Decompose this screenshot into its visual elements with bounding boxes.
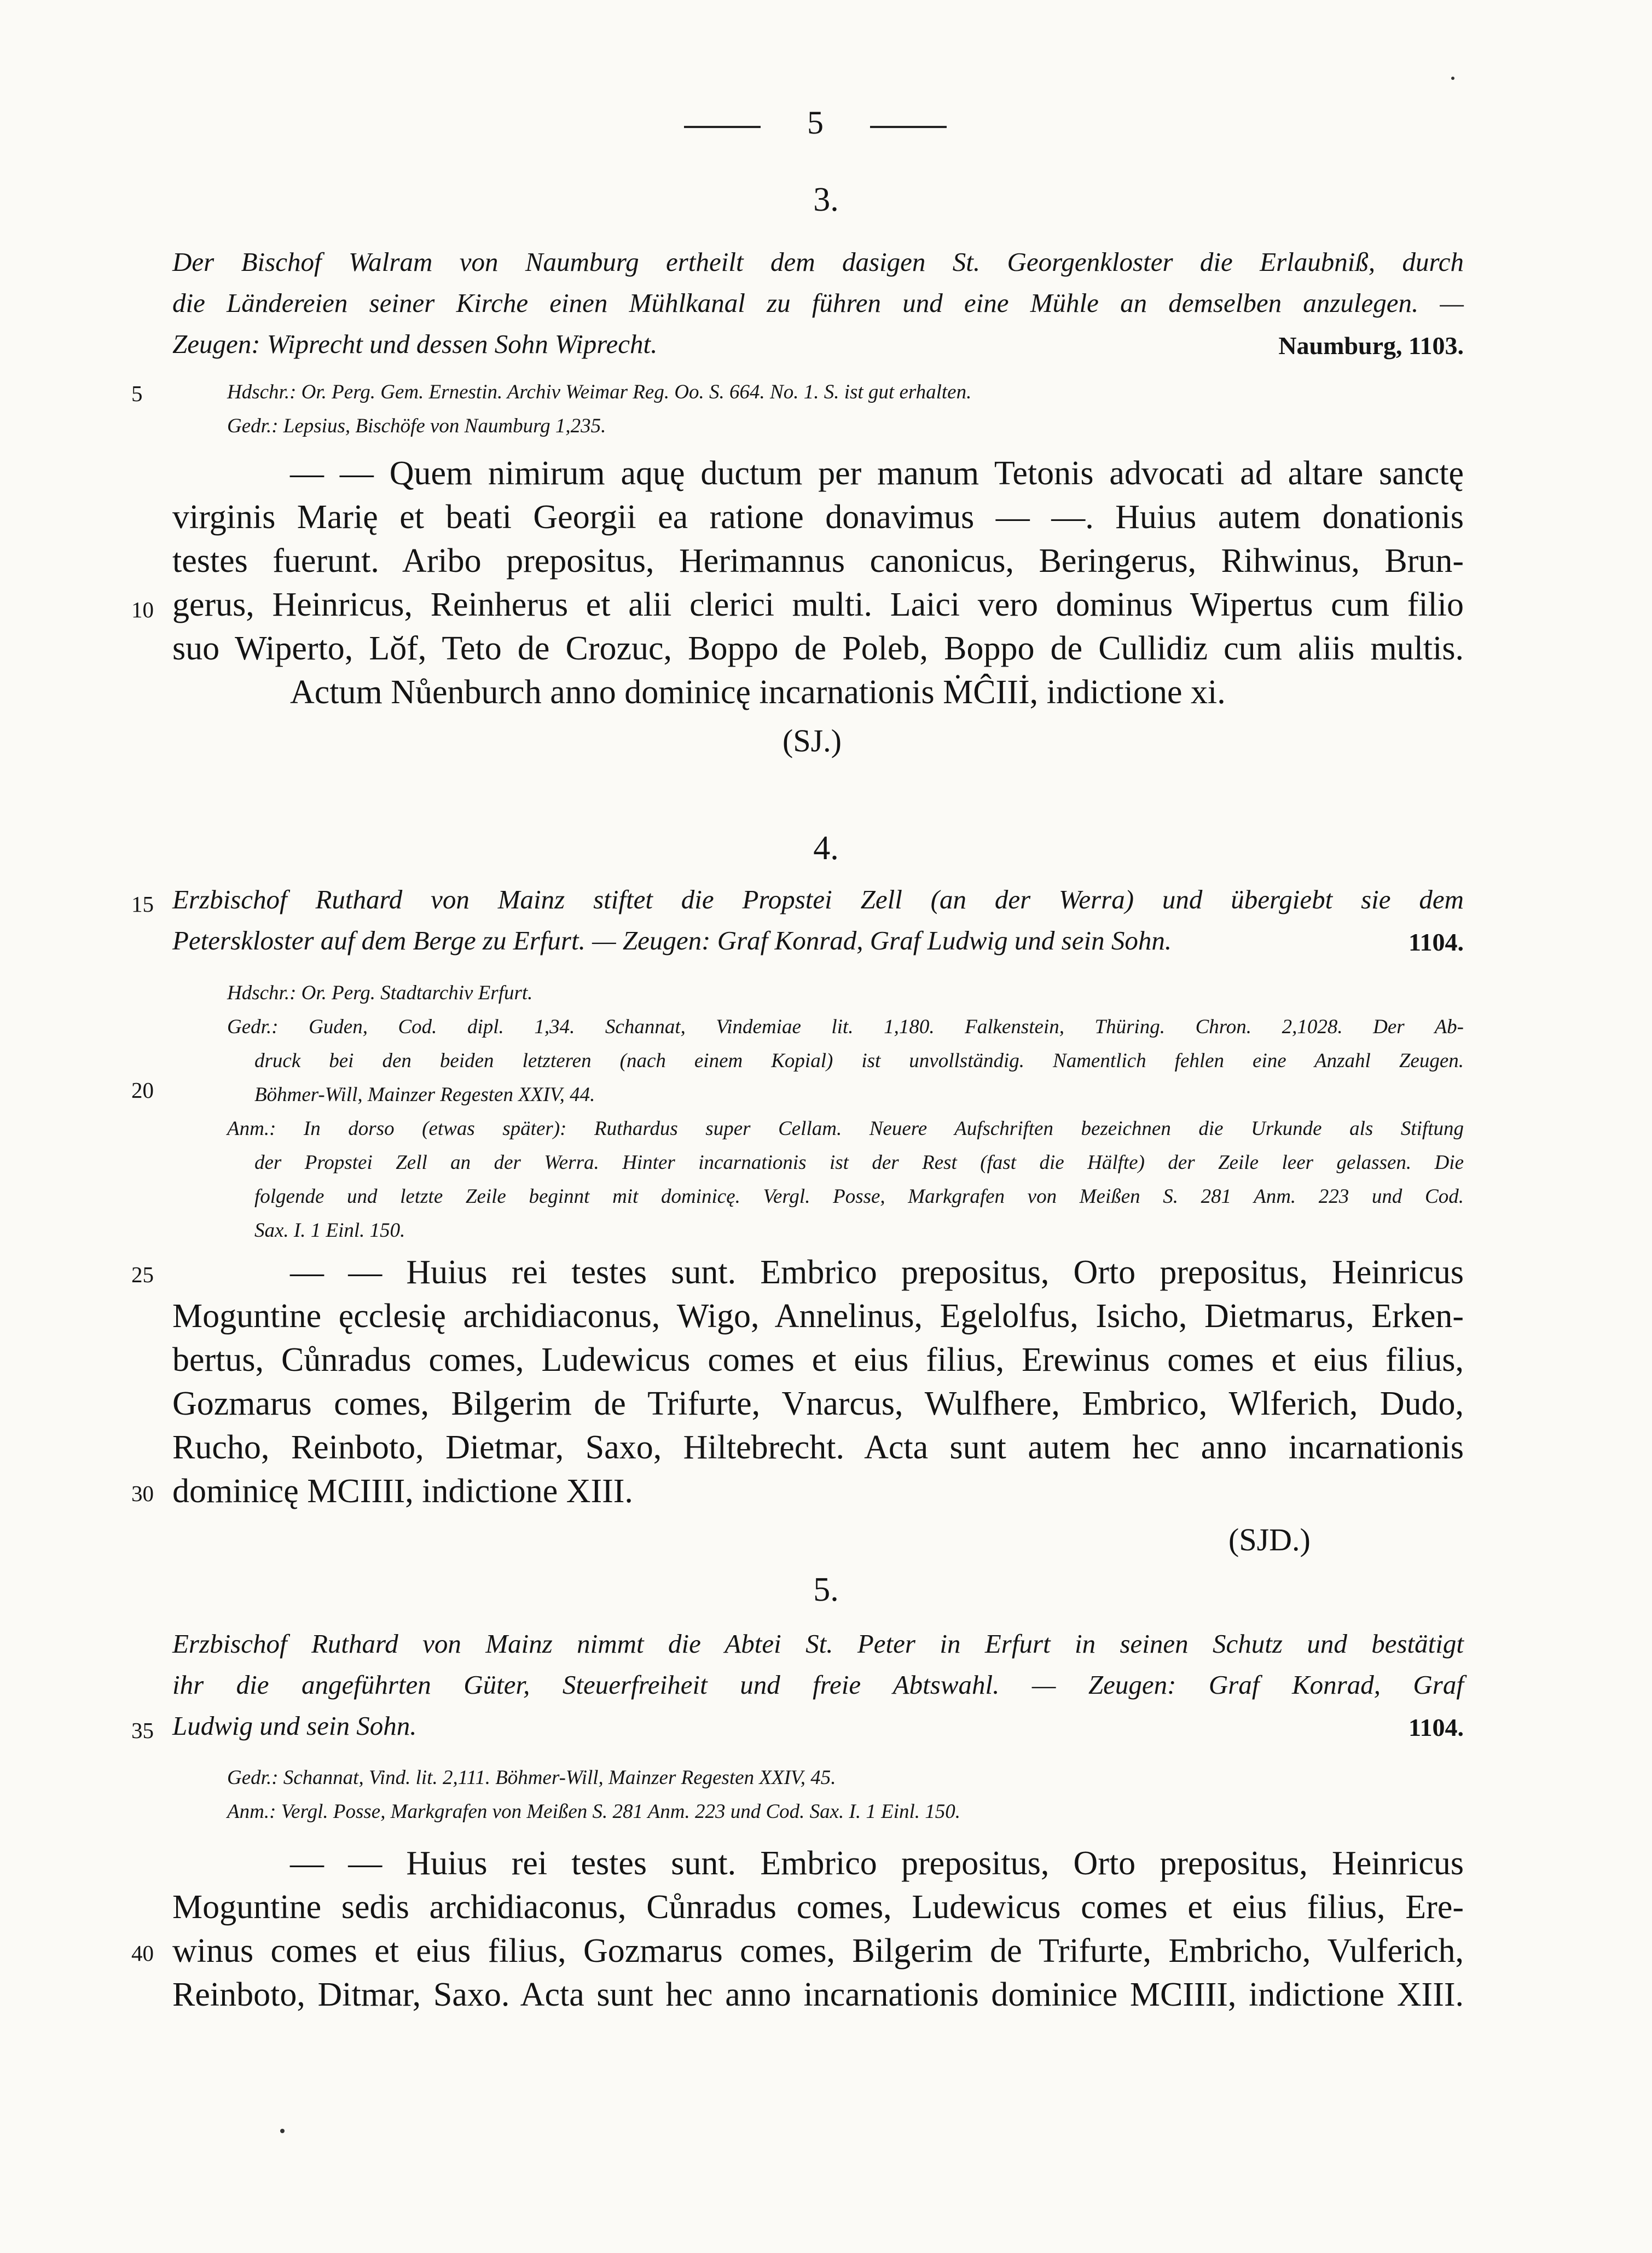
line-number: 15	[131, 891, 154, 917]
line-number: 30	[131, 1481, 154, 1506]
text-line: dominicę MCIIII, indictione XIII.	[172, 1473, 633, 1510]
text-line: — — Huius rei testes sunt. Embrico prepositus, Orto prepositus, Heinricus	[290, 1254, 1464, 1291]
source-note: der Propstei Zell an der Werra. Hinter incarnationis ist der Rest (fast die Hälfte) der Zeile leer gelassen. Die	[254, 1151, 1464, 1174]
text-line: Reinboto, Ditmar, Saxo. Acta sunt hec anno incarnationis dominice MCIIII, indictione XIII.	[172, 1976, 1464, 2013]
text-line: winus comes et eius filius, Gozmarus comes, Bilgerim de Trifurte, Embricho, Vulferich,	[172, 1932, 1464, 1970]
source-note: Sax. I. 1 Einl. 150.	[254, 1219, 405, 1242]
source-note: Böhmer-Will, Mainzer Regesten XXIV, 44.	[254, 1084, 595, 1106]
document-number: 3.	[813, 181, 839, 218]
line-number: 35	[131, 1718, 154, 1743]
page-header	[684, 104, 947, 142]
source-note: Anm.: Vergl. Posse, Markgrafen von Meißen S. 281 Anm. 223 und Cod. Sax. I. 1 Einl. 150.	[227, 1800, 961, 1823]
place-date: Naumburg, 1103.	[1278, 332, 1464, 360]
text-line: — — Quem nimirum aquę ductum per manum Tetonis advocati ad altare sanctę	[290, 455, 1464, 492]
source-note: Gedr.: Lepsius, Bischöfe von Naumburg 1,235.	[227, 415, 606, 437]
page-number: 5	[807, 105, 824, 141]
text-line: Gozmarus comes, Bilgerim de Trifurte, Vnarcus, Wulfhere, Embrico, Wlferich, Dudo,	[172, 1385, 1464, 1422]
text-line: gerus, Heinricus, Reinherus et alii clerici multi. Laici vero dominus Wipertus cum filio	[172, 586, 1464, 623]
document-number: 4.	[813, 830, 839, 867]
source-note: Hdschr.: Or. Perg. Stadtarchiv Erfurt.	[227, 982, 533, 1004]
regest-line: die Ländereien seiner Kirche einen Mühlkanal zu führen und eine Mühle an demselben anzulegen. —	[172, 288, 1464, 318]
document-date: 1104.	[1408, 1713, 1464, 1741]
header-rule-right	[870, 126, 947, 128]
ink-speck	[1451, 77, 1454, 80]
regest-line: Erzbischof Ruthard von Mainz stiftet die Propstei Zell (an der Werra) und übergiebt sie dem	[172, 884, 1464, 914]
regest-line: Erzbischof Ruthard von Mainz nimmt die Abtei St. Peter in Erfurt in seinen Schutz und bestätigt	[172, 1629, 1464, 1659]
line-number: 25	[131, 1262, 154, 1287]
document-date: 1104.	[1408, 928, 1464, 956]
text-line: testes fuerunt. Aribo prepositus, Herimannus canonicus, Beringerus, Rihwinus, Brun-	[172, 542, 1464, 580]
text-line: Moguntine sedis archidiaconus, Cůnradus comes, Ludewicus comes et eius filius, Ere-	[172, 1889, 1464, 1926]
text-line: Rucho, Reinboto, Dietmar, Saxo, Hiltebrecht. Acta sunt autem hec anno incarnationis	[172, 1429, 1464, 1466]
regest-line: ihr die angeführten Güter, Steuerfreiheit und freie Abtswahl. — Zeugen: Graf Konrad, Graf	[172, 1670, 1464, 1700]
text-line: suo Wiperto, Lŏf, Teto de Crozuc, Boppo de Poleb, Boppo de Cullidiz cum aliis multis.	[172, 630, 1464, 667]
editor-sigla: (SJ.)	[782, 723, 842, 758]
source-note: Gedr.: Schannat, Vind. lit. 2,111. Böhmer-Will, Mainzer Regesten XXIV, 45.	[227, 1767, 836, 1789]
source-note: Gedr.: Guden, Cod. dipl. 1,34. Schannat, Vindemiae lit. 1,180. Falkenstein, Thüring. Chron. 2,1028. Der Ab-	[227, 1016, 1464, 1038]
source-note: druck bei den beiden letzteren (nach einem Kopial) ist unvollständig. Namentlich fehlen eine Anzahl Zeugen.	[254, 1050, 1464, 1072]
regest-line: Peterskloster auf dem Berge zu Erfurt. — Zeugen: Graf Konrad, Graf Ludwig und sein Sohn.	[172, 925, 1172, 955]
text-line: virginis Marię et beati Georgii ea ratione donavimus — —. Huius autem donationis	[172, 499, 1464, 536]
line-number: 10	[131, 597, 154, 622]
source-note: Anm.: In dorso (etwas später): Ruthardus super Cellam. Neuere Aufschriften bezeichnen die Urkunde als Stiftung	[227, 1117, 1464, 1140]
document-number: 5.	[813, 1571, 839, 1608]
source-note: folgende und letzte Zeile beginnt mit dominicę. Vergl. Posse, Markgrafen von Meißen S. 281 Anm. 223 und Cod.	[254, 1185, 1464, 1208]
line-number: 40	[131, 1941, 154, 1966]
line-number: 20	[131, 1078, 154, 1103]
regest-line: Ludwig und sein Sohn.	[172, 1711, 417, 1741]
regest-line: Der Bischof Walram von Naumburg ertheilt dem dasigen St. Georgenkloster die Erlaubniß, durch	[172, 247, 1464, 277]
text-line: Moguntine ęcclesię archidiaconus, Wigo, Annelinus, Egelolfus, Isicho, Dietmarus, Erken-	[172, 1298, 1464, 1335]
line-number: 5	[131, 381, 143, 406]
regest-line: Zeugen: Wiprecht und dessen Sohn Wiprecht.	[172, 329, 658, 359]
ink-speck	[280, 2129, 285, 2133]
text-line: bertus, Cůnradus comes, Ludewicus comes et eius filius, Erewinus comes et eius filius,	[172, 1341, 1464, 1379]
text-line: Actum Nůenburch anno dominicę incarnationis ṀĈIIİ, indictione xi.	[290, 674, 1226, 711]
text-line: — — Huius rei testes sunt. Embrico prepositus, Orto prepositus, Heinricus	[290, 1845, 1464, 1882]
editor-sigla: (SJD.)	[1228, 1522, 1311, 1557]
source-note: Hdschr.: Or. Perg. Gem. Ernestin. Archiv Weimar Reg. Oo. S. 664. No. 1. S. ist gut erhalten.	[227, 381, 972, 403]
